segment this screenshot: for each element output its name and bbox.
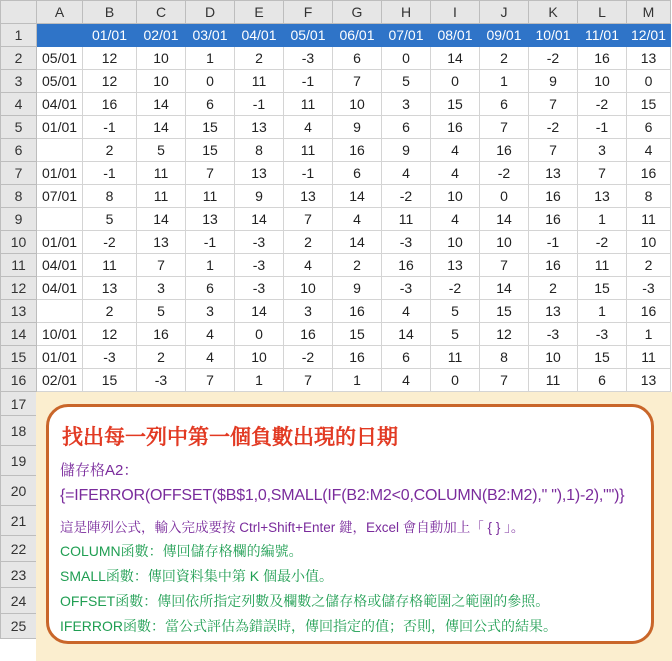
value-cell[interactable]: -2 (284, 346, 333, 369)
table-row (1, 93, 671, 116)
value-cell[interactable]: 10 (284, 277, 333, 300)
value-cell[interactable]: 6 (333, 162, 382, 185)
row-header[interactable]: 8 (1, 185, 37, 208)
cell-label: 儲存格A2： (60, 462, 139, 479)
value-cell[interactable]: -2 (480, 162, 529, 185)
value-cell[interactable]: 1 (333, 369, 382, 392)
date-cell[interactable]: 05/01 (37, 70, 83, 93)
table-row (1, 254, 671, 277)
month-header-cell[interactable]: 05/01 (284, 24, 333, 47)
table-row (1, 231, 671, 254)
value-cell[interactable]: 13 (235, 116, 284, 139)
column-function-note: COLUMN函數：傳回儲存格欄的編號。 (60, 543, 303, 559)
table-row (1, 139, 671, 162)
month-header-cell[interactable]: 03/01 (186, 24, 235, 47)
value-cell[interactable]: 0 (480, 185, 529, 208)
table-row (1, 300, 671, 323)
date-cell[interactable]: 04/01 (37, 277, 83, 300)
value-cell[interactable]: 14 (480, 208, 529, 231)
value-cell[interactable]: 13 (83, 277, 137, 300)
value-cell[interactable]: 7 (480, 369, 529, 392)
value-cell[interactable]: 3 (186, 300, 235, 323)
row-header[interactable]: 3 (1, 70, 37, 93)
value-cell[interactable]: -3 (578, 323, 627, 346)
value-cell[interactable]: 5 (137, 139, 186, 162)
value-cell[interactable]: -1 (284, 70, 333, 93)
value-cell[interactable]: 4 (382, 369, 431, 392)
value-cell[interactable]: 16 (137, 323, 186, 346)
value-cell[interactable]: 13 (529, 300, 578, 323)
column-header-m[interactable]: M (627, 1, 671, 24)
value-cell[interactable]: 13 (284, 185, 333, 208)
month-header-cell[interactable]: 04/01 (235, 24, 284, 47)
value-cell[interactable]: 8 (83, 185, 137, 208)
value-cell[interactable]: 7 (529, 93, 578, 116)
value-cell[interactable]: 9 (382, 139, 431, 162)
value-cell[interactable]: 4 (382, 300, 431, 323)
month-header-cell[interactable] (37, 24, 83, 47)
value-cell[interactable]: -2 (529, 116, 578, 139)
value-cell[interactable]: 11 (235, 70, 284, 93)
row-header[interactable]: 15 (1, 346, 37, 369)
value-cell[interactable]: 14 (480, 277, 529, 300)
value-cell[interactable]: 10 (431, 231, 480, 254)
column-header-a[interactable]: A (37, 1, 83, 24)
value-cell[interactable]: 6 (382, 346, 431, 369)
date-cell[interactable]: 01/01 (37, 346, 83, 369)
row-header[interactable]: 16 (1, 369, 37, 392)
row-header[interactable]: 24 (1, 588, 37, 614)
value-cell[interactable]: 13 (529, 162, 578, 185)
value-cell[interactable]: 12 (83, 47, 137, 70)
value-cell[interactable]: 7 (284, 369, 333, 392)
notes-title: 找出每一列中第一個負數出現的日期 (62, 426, 398, 449)
column-header-f[interactable]: F (284, 1, 333, 24)
date-cell[interactable]: 01/01 (37, 116, 83, 139)
column-header-g[interactable]: G (333, 1, 382, 24)
value-cell[interactable]: 6 (333, 47, 382, 70)
value-cell[interactable]: -3 (382, 231, 431, 254)
value-cell[interactable]: 16 (284, 323, 333, 346)
value-cell[interactable]: 5 (382, 70, 431, 93)
value-cell[interactable]: -3 (382, 277, 431, 300)
table-row (1, 185, 671, 208)
value-cell[interactable]: 15 (186, 116, 235, 139)
table-row (1, 208, 671, 231)
value-cell[interactable]: -2 (529, 47, 578, 70)
table-row (1, 70, 671, 93)
value-cell[interactable]: 4 (382, 162, 431, 185)
row-header[interactable]: 23 (1, 562, 37, 588)
value-cell[interactable]: 4 (186, 323, 235, 346)
row-header[interactable]: 18 (1, 416, 37, 446)
row-header[interactable]: 17 (1, 392, 37, 416)
month-header-cell[interactable]: 10/01 (529, 24, 578, 47)
value-cell[interactable]: 11 (284, 139, 333, 162)
value-cell[interactable]: 2 (83, 139, 137, 162)
value-cell[interactable]: 2 (333, 254, 382, 277)
value-cell[interactable]: 10 (529, 346, 578, 369)
value-cell[interactable]: 11 (284, 93, 333, 116)
table-row (1, 369, 671, 392)
value-cell[interactable]: 0 (235, 323, 284, 346)
value-cell[interactable]: 10 (235, 346, 284, 369)
value-cell[interactable]: 4 (284, 254, 333, 277)
value-cell[interactable]: 15 (627, 93, 671, 116)
value-cell[interactable]: 4 (431, 139, 480, 162)
value-cell[interactable]: 7 (578, 162, 627, 185)
column-header-c[interactable]: C (137, 1, 186, 24)
value-cell[interactable]: -2 (578, 231, 627, 254)
value-cell[interactable]: 13 (235, 162, 284, 185)
value-cell[interactable]: 3 (137, 277, 186, 300)
value-cell[interactable]: -3 (235, 231, 284, 254)
month-header-cell[interactable]: 02/01 (137, 24, 186, 47)
date-cell[interactable]: 07/01 (37, 185, 83, 208)
date-cell[interactable]: 01/01 (37, 231, 83, 254)
value-cell[interactable]: 14 (137, 208, 186, 231)
table-row (1, 116, 671, 139)
value-cell[interactable]: 15 (480, 300, 529, 323)
value-cell[interactable]: 5 (431, 300, 480, 323)
value-cell[interactable]: 6 (186, 93, 235, 116)
value-cell[interactable]: 14 (333, 185, 382, 208)
value-cell[interactable]: 16 (627, 300, 671, 323)
row-header[interactable]: 25 (1, 614, 37, 639)
value-cell[interactable]: 2 (83, 300, 137, 323)
row-header[interactable]: 12 (1, 277, 37, 300)
value-cell[interactable]: 6 (627, 116, 671, 139)
value-cell[interactable]: 11 (529, 369, 578, 392)
value-cell[interactable]: 0 (431, 369, 480, 392)
row-header[interactable]: 22 (1, 536, 37, 562)
value-cell[interactable]: 8 (480, 346, 529, 369)
value-cell[interactable]: 6 (578, 369, 627, 392)
value-cell[interactable]: 16 (529, 208, 578, 231)
value-cell[interactable]: 4 (431, 162, 480, 185)
value-cell[interactable]: 5 (83, 208, 137, 231)
value-cell[interactable]: -3 (235, 277, 284, 300)
row-header[interactable]: 19 (1, 446, 37, 476)
value-cell[interactable]: 14 (382, 323, 431, 346)
value-cell[interactable]: -1 (529, 231, 578, 254)
value-cell[interactable]: 4 (186, 346, 235, 369)
value-cell[interactable]: 12 (480, 323, 529, 346)
month-header-cell[interactable]: 07/01 (382, 24, 431, 47)
month-header-cell[interactable]: 01/01 (83, 24, 137, 47)
value-cell[interactable]: 8 (627, 185, 671, 208)
array-formula-note: 這是陣列公式，輸入完成要按 Ctrl+Shift+Enter 鍵，Excel 會自動加上「 { } 」。 (60, 520, 525, 535)
month-header-cell[interactable]: 06/01 (333, 24, 382, 47)
value-cell[interactable]: 16 (627, 162, 671, 185)
value-cell[interactable]: 13 (186, 208, 235, 231)
value-cell[interactable]: 7 (284, 208, 333, 231)
row-header[interactable]: 14 (1, 323, 37, 346)
value-cell[interactable]: 1 (186, 47, 235, 70)
value-cell[interactable]: 2 (284, 231, 333, 254)
row-header[interactable]: 21 (1, 506, 37, 536)
value-cell[interactable]: 2 (137, 346, 186, 369)
value-cell[interactable]: 15 (186, 139, 235, 162)
table-row (1, 24, 671, 47)
value-cell[interactable]: 11 (627, 346, 671, 369)
value-cell[interactable]: 1 (578, 208, 627, 231)
table-row (1, 277, 671, 300)
row-header[interactable]: 13 (1, 300, 37, 323)
value-cell[interactable]: 13 (431, 254, 480, 277)
value-cell[interactable]: 10 (431, 185, 480, 208)
table-row (1, 346, 671, 369)
column-header-j[interactable]: J (480, 1, 529, 24)
date-cell[interactable] (37, 300, 83, 323)
row-header[interactable]: 6 (1, 139, 37, 162)
value-cell[interactable]: 7 (529, 139, 578, 162)
value-cell[interactable]: 5 (431, 323, 480, 346)
value-cell[interactable]: 11 (578, 254, 627, 277)
select-all-corner[interactable] (1, 1, 37, 24)
value-cell[interactable]: -1 (83, 116, 137, 139)
value-cell[interactable]: 6 (186, 277, 235, 300)
value-cell[interactable]: 4 (284, 116, 333, 139)
value-cell[interactable]: 1 (186, 254, 235, 277)
value-cell[interactable]: 1 (480, 70, 529, 93)
value-cell[interactable]: 16 (578, 47, 627, 70)
value-cell[interactable]: 10 (333, 93, 382, 116)
date-cell[interactable]: 10/01 (37, 323, 83, 346)
value-cell[interactable]: 14 (431, 47, 480, 70)
value-cell[interactable]: 0 (431, 70, 480, 93)
row-header[interactable]: 9 (1, 208, 37, 231)
value-cell[interactable]: 11 (186, 185, 235, 208)
date-cell[interactable] (37, 208, 83, 231)
value-cell[interactable]: 9 (529, 70, 578, 93)
value-cell[interactable]: -1 (83, 162, 137, 185)
value-cell[interactable]: 14 (333, 231, 382, 254)
value-cell[interactable]: 13 (137, 231, 186, 254)
value-cell[interactable]: 16 (333, 139, 382, 162)
value-cell[interactable]: 15 (578, 277, 627, 300)
month-header-cell[interactable]: 12/01 (627, 24, 671, 47)
column-header-l[interactable]: L (578, 1, 627, 24)
date-cell[interactable]: 02/01 (37, 369, 83, 392)
value-cell[interactable]: 6 (382, 116, 431, 139)
row-header[interactable]: 1 (1, 24, 37, 47)
value-cell[interactable]: 11 (83, 254, 137, 277)
value-cell[interactable]: 15 (431, 93, 480, 116)
value-cell[interactable]: 0 (627, 70, 671, 93)
value-cell[interactable]: 13 (627, 47, 671, 70)
value-cell[interactable]: -1 (186, 231, 235, 254)
table-row (1, 47, 671, 70)
value-cell[interactable]: 14 (235, 300, 284, 323)
value-cell[interactable]: 6 (480, 93, 529, 116)
value-cell[interactable]: 16 (480, 139, 529, 162)
column-header-row (1, 1, 671, 24)
value-cell[interactable]: 2 (627, 254, 671, 277)
value-cell[interactable]: -3 (284, 47, 333, 70)
value-cell[interactable]: 10 (137, 47, 186, 70)
value-cell[interactable]: 2 (529, 277, 578, 300)
offset-function-note: OFFSET函數：傳回依所指定列數及欄數之儲存格或儲存格範圍之範圍的參照。 (60, 593, 550, 609)
row-header[interactable]: 5 (1, 116, 37, 139)
column-header-h[interactable]: H (382, 1, 431, 24)
value-cell[interactable]: 10 (627, 231, 671, 254)
value-cell[interactable]: 13 (578, 185, 627, 208)
value-cell[interactable]: -3 (529, 323, 578, 346)
value-cell[interactable]: 7 (186, 369, 235, 392)
value-cell[interactable]: 9 (333, 116, 382, 139)
value-cell[interactable]: 4 (333, 208, 382, 231)
value-cell[interactable]: -1 (578, 116, 627, 139)
month-header-cell[interactable]: 09/01 (480, 24, 529, 47)
value-cell[interactable]: 11 (382, 208, 431, 231)
value-cell[interactable]: 4 (627, 139, 671, 162)
value-cell[interactable]: -1 (235, 93, 284, 116)
value-cell[interactable]: 16 (529, 185, 578, 208)
value-cell[interactable]: 1 (235, 369, 284, 392)
small-function-note: SMALL函數：傳回資料集中第 K 個最小值。 (60, 568, 334, 584)
value-cell[interactable]: -1 (284, 162, 333, 185)
value-cell[interactable]: 7 (137, 254, 186, 277)
value-cell[interactable]: 3 (284, 300, 333, 323)
value-cell[interactable]: 9 (235, 185, 284, 208)
value-cell[interactable]: 3 (382, 93, 431, 116)
value-cell[interactable]: 14 (235, 208, 284, 231)
value-cell[interactable]: 14 (137, 93, 186, 116)
value-cell[interactable]: 5 (137, 300, 186, 323)
month-header-cell[interactable]: 11/01 (578, 24, 627, 47)
value-cell[interactable]: -3 (137, 369, 186, 392)
iferror-function-note: IFERROR函數：當公式評估為錯誤時，傳回指定的值；否則，傳回公式的結果。 (60, 618, 557, 634)
value-cell[interactable]: 11 (431, 346, 480, 369)
date-cell[interactable]: 01/01 (37, 162, 83, 185)
value-cell[interactable]: 0 (382, 47, 431, 70)
value-cell[interactable]: -3 (83, 346, 137, 369)
value-cell[interactable]: 11 (137, 162, 186, 185)
value-cell[interactable]: 7 (186, 162, 235, 185)
value-cell[interactable]: 3 (578, 139, 627, 162)
value-cell[interactable]: 1 (627, 323, 671, 346)
value-cell[interactable]: 2 (235, 47, 284, 70)
value-cell[interactable]: -3 (627, 277, 671, 300)
month-header-cell[interactable]: 08/01 (431, 24, 480, 47)
value-cell[interactable]: 16 (529, 254, 578, 277)
value-cell[interactable]: 11 (627, 208, 671, 231)
value-cell[interactable]: 15 (83, 369, 137, 392)
value-cell[interactable]: -2 (382, 185, 431, 208)
value-cell[interactable]: 10 (137, 70, 186, 93)
value-cell[interactable]: -3 (235, 254, 284, 277)
value-cell[interactable]: 16 (431, 116, 480, 139)
value-cell[interactable]: 10 (480, 231, 529, 254)
value-cell[interactable]: 15 (333, 323, 382, 346)
date-cell[interactable]: 04/01 (37, 93, 83, 116)
row-header[interactable]: 7 (1, 162, 37, 185)
date-cell[interactable]: 05/01 (37, 47, 83, 70)
column-header-d[interactable]: D (186, 1, 235, 24)
row-header[interactable]: 2 (1, 47, 37, 70)
value-cell[interactable]: 16 (382, 254, 431, 277)
table-row (1, 162, 671, 185)
value-cell[interactable]: 13 (627, 369, 671, 392)
date-cell[interactable]: 04/01 (37, 254, 83, 277)
value-cell[interactable]: 7 (480, 254, 529, 277)
date-cell[interactable] (37, 139, 83, 162)
value-cell[interactable]: 16 (333, 300, 382, 323)
value-cell[interactable]: 14 (137, 116, 186, 139)
value-cell[interactable]: 16 (83, 93, 137, 116)
value-cell[interactable]: 15 (578, 346, 627, 369)
value-cell[interactable]: -2 (431, 277, 480, 300)
value-cell[interactable]: 4 (431, 208, 480, 231)
value-cell[interactable]: -2 (578, 93, 627, 116)
column-header-i[interactable]: I (431, 1, 480, 24)
value-cell[interactable]: 10 (578, 70, 627, 93)
value-cell[interactable]: 8 (235, 139, 284, 162)
table-row (1, 323, 671, 346)
column-header-e[interactable]: E (235, 1, 284, 24)
value-cell[interactable]: 7 (333, 70, 382, 93)
column-header-b[interactable]: B (83, 1, 137, 24)
formula-text: {=IFERROR(OFFSET($B$1,0,SMALL(IF(B2:M2<0,COLUMN(B2:M2)," "),1)-2),"")} (60, 487, 625, 504)
value-cell[interactable]: 9 (333, 277, 382, 300)
value-cell[interactable]: 0 (186, 70, 235, 93)
value-cell[interactable]: 11 (137, 185, 186, 208)
value-cell[interactable]: 12 (83, 323, 137, 346)
value-cell[interactable]: 12 (83, 70, 137, 93)
value-cell[interactable]: 7 (480, 116, 529, 139)
value-cell[interactable]: 2 (480, 47, 529, 70)
row-header[interactable]: 10 (1, 231, 37, 254)
row-header[interactable]: 20 (1, 476, 37, 506)
value-cell[interactable]: 16 (333, 346, 382, 369)
row-header[interactable]: 4 (1, 93, 37, 116)
value-cell[interactable]: 1 (578, 300, 627, 323)
column-header-k[interactable]: K (529, 1, 578, 24)
value-cell[interactable]: -2 (83, 231, 137, 254)
row-header[interactable]: 11 (1, 254, 37, 277)
